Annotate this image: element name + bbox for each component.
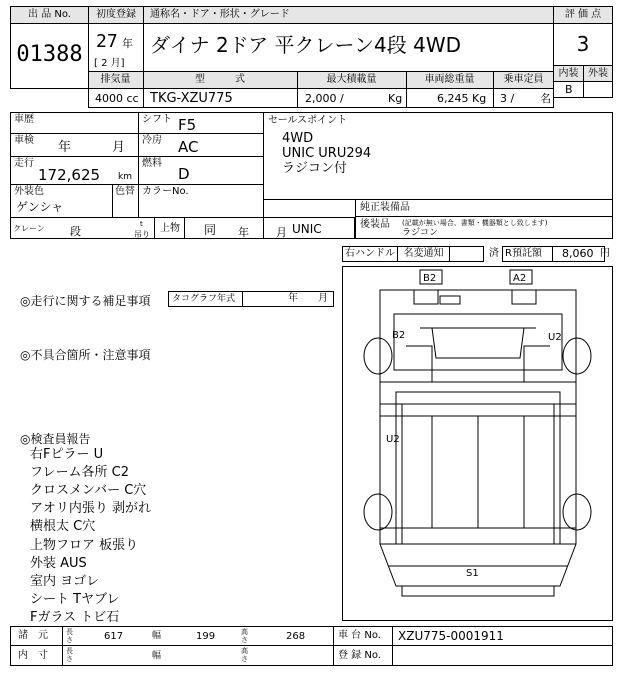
cab-outline (380, 290, 576, 382)
diagram-mark: B2 (423, 273, 437, 284)
row-line (10, 133, 264, 134)
rear-gate (380, 544, 576, 586)
first-reg-label: 初度登録 (96, 9, 136, 20)
inspector-line: 上物フロア 板張り (30, 538, 139, 553)
inspection-label: 車検 (14, 135, 34, 146)
ac-value: AC (178, 138, 199, 156)
col-line (184, 217, 185, 239)
recycle-label: R預託額 (505, 248, 542, 259)
inspection-year: 年 (58, 140, 72, 155)
mileage-label: 走行 (14, 158, 34, 169)
lot-number: 01388 (16, 42, 83, 67)
equip-same: 同 (204, 223, 217, 237)
mileage-value: 172,625 (38, 166, 101, 184)
door-right (524, 346, 550, 382)
name-change-label: 名変通知 (403, 248, 444, 259)
recall-char: 済 (489, 248, 499, 259)
aftermarket-label: 後装品 (360, 219, 390, 230)
diagram-mark: U2 (548, 332, 562, 343)
rear-bumper (402, 586, 554, 596)
inspector-label: ◎検査員報告 (20, 432, 91, 446)
displacement-value: 4000 cc (95, 92, 139, 105)
crane-ton: t (140, 220, 143, 228)
mirror-center (440, 296, 460, 304)
first-reg-year: 27 (96, 31, 118, 52)
inspection-month: 月 (112, 140, 126, 155)
height-label: 高さ (241, 647, 248, 663)
aftermarket-value: ラジコン (402, 228, 439, 238)
shift-label: シフト (142, 114, 172, 125)
exterior-label: 外装 (588, 68, 608, 79)
inspector-line: クロスメンバー C穴 (30, 483, 147, 498)
color-label: 外装色 (14, 186, 44, 197)
col-line (138, 112, 139, 217)
inspector-line: アオリ内張り 剥がれ (30, 501, 152, 516)
row-line (10, 156, 264, 157)
tacho-year: 年 (288, 293, 298, 304)
interior-label: 内装 (558, 68, 579, 79)
specs-label: 諸 元 (18, 630, 48, 641)
score-value: 3 (576, 32, 590, 56)
driving-notes-label: ◎走行に関する補足事項 (20, 294, 151, 308)
width-value: 199 (196, 631, 216, 642)
inspector-line: 横根太 C穴 (30, 519, 96, 534)
width-label: 幅 (152, 631, 162, 641)
max-load-value: 2,000 / (305, 92, 344, 105)
equip-month: 月 (276, 226, 287, 239)
lot-label: 出 品 No. (28, 9, 71, 20)
sales-point-line: UNIC URU294 (282, 146, 372, 161)
capacity-unit: 名 (540, 92, 551, 105)
crane-hoist: 吊り (134, 230, 150, 239)
interior-value: B (565, 83, 573, 96)
front-wheel-right (563, 338, 591, 374)
exterior-value-cell (583, 81, 613, 98)
mirror-left (414, 290, 438, 304)
shift-value: F5 (178, 116, 197, 134)
height-label: 高さ (241, 628, 248, 644)
diagram-mark: A2 (513, 273, 527, 284)
cab-inner (394, 314, 562, 370)
row-line (10, 645, 613, 646)
door-left (406, 346, 432, 382)
displacement-label: 排気量 (100, 74, 131, 85)
model-code-label: 型 式 (195, 74, 245, 85)
aftermarket-note: (記載が無い場合、書類・機器類とし致します) (402, 219, 548, 227)
chassis-value: XZU775-0001911 (398, 629, 504, 643)
equip-maker: UNIC (292, 222, 322, 236)
crane-label: クレーン (13, 224, 45, 233)
front-wheel-left (364, 338, 392, 374)
tacho-month: 月 (318, 293, 328, 304)
sales-point-line: 4WD (282, 131, 314, 146)
steering-value: 右ハンドル (345, 248, 395, 259)
reg-label: 登 録 No. (338, 650, 381, 661)
chassis-label: 車 台 No. (338, 630, 381, 641)
col-line (62, 626, 63, 666)
fuel-label: 燃料 (142, 158, 162, 169)
tacho-label: タコグラフ年式 (172, 294, 236, 304)
defects-label: ◎不具合箇所・注意事項 (20, 348, 151, 362)
color-value: ゲンシャ (16, 200, 64, 214)
inspector-line: シート Tヤブレ (30, 592, 120, 607)
equip-year: 年 (238, 226, 249, 239)
name-change-value-cell (449, 246, 484, 262)
inspector-line: 右Fピラー U (30, 447, 104, 462)
recycle-value: 8,060 (562, 247, 594, 260)
color-no-label: 色替 (115, 186, 135, 197)
fuel-value: D (178, 165, 190, 183)
crane-stage: 段 (70, 225, 81, 238)
length-value: 617 (104, 631, 124, 642)
color-no2-label: カラーNo. (142, 186, 189, 197)
col-line (112, 184, 113, 217)
model-name: ダイナ 2ドア 平クレーン4段 4WD (150, 33, 462, 57)
first-reg-year-unit: 年 (122, 37, 133, 50)
inner-label: 内 寸 (18, 650, 48, 661)
model-code-value: TKG-XZU775 (150, 91, 233, 106)
rear-wheel-right (563, 494, 591, 530)
col-line (552, 246, 553, 262)
ac-label: 冷房 (142, 135, 162, 146)
diagram-mark: U2 (386, 434, 400, 445)
length-label: 長さ (66, 647, 73, 663)
equip-label: 上物 (160, 223, 180, 234)
inspector-line: フレーム各所 C2 (30, 465, 129, 480)
inspector-line: 室内 ヨゴレ (30, 574, 100, 589)
capacity-label: 乗車定員 (503, 74, 544, 85)
history-label: 車歴 (14, 114, 34, 125)
mirror-right (512, 290, 536, 304)
sales-point-line: ラジコン付 (282, 161, 348, 176)
footer-table (10, 626, 613, 666)
col-line (392, 626, 393, 666)
model-label: 通称名・ドア・形状・グレード (150, 9, 290, 20)
gross-weight-label: 車両総重量 (424, 74, 475, 85)
row-line (10, 184, 264, 185)
col-line (333, 626, 334, 666)
diagram-mark: S1 (466, 568, 479, 579)
gross-weight-value: 6,245 Kg (437, 92, 487, 105)
genuine-label: 純正装備品 (360, 202, 410, 213)
max-load-label: 最大積載量 (326, 74, 377, 85)
rear-wheel-left (364, 494, 392, 530)
sales-points-label: セールスポイント (268, 115, 348, 126)
first-reg-month: [ 2 月] (94, 58, 125, 69)
windshield (432, 328, 524, 358)
col-line (154, 217, 155, 239)
max-load-unit: Kg (388, 92, 403, 105)
mileage-unit: km (118, 172, 132, 182)
height-value: 268 (286, 631, 306, 642)
row-line (10, 217, 264, 218)
score-label: 評 価 点 (564, 9, 602, 20)
recycle-unit: 円 (600, 248, 610, 259)
col-line (242, 291, 243, 307)
inspector-line: 外装 AUS (30, 556, 87, 571)
diagram-mark: B2 (392, 330, 406, 341)
capacity-value: 3 / (500, 92, 515, 105)
truck-diagram (342, 266, 613, 621)
inspector-line: Fガラス トビ石 (30, 610, 120, 625)
width-label: 幅 (152, 651, 162, 661)
length-label: 長さ (66, 628, 73, 644)
